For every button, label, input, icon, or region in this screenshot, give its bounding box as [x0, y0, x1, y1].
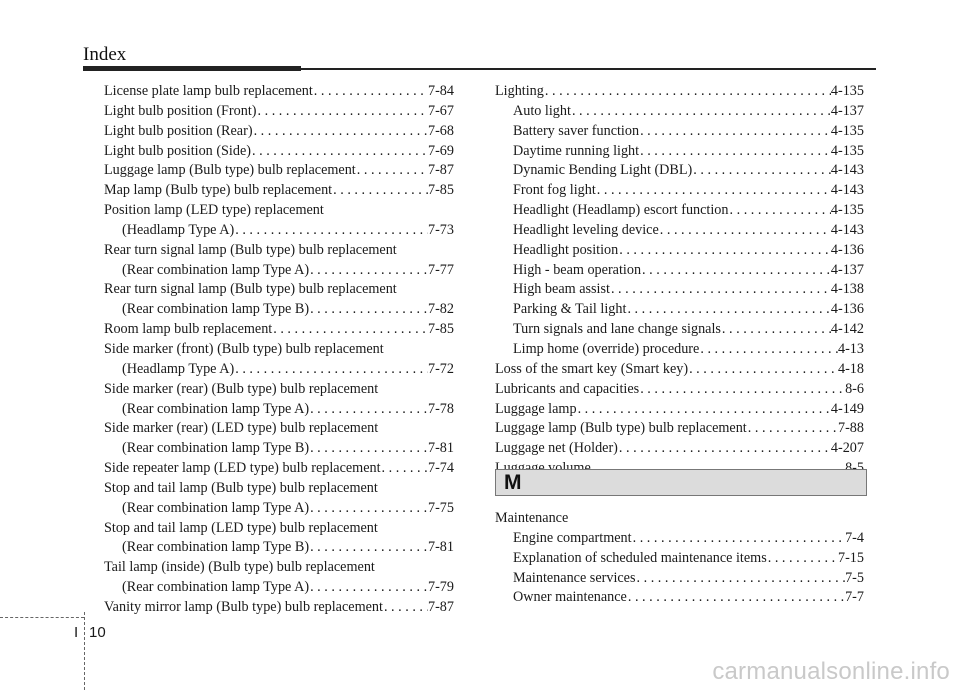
index-entry-text: Side marker (rear) (Bulb type) bulb replacement [104, 380, 379, 397]
index-entry-text: Front fog light [513, 182, 596, 199]
dot-leader [626, 300, 830, 320]
dot-leader [272, 320, 428, 340]
index-entry-page: 7-68 [427, 122, 454, 139]
index-entry-page: 7-77 [427, 261, 454, 278]
index-entry-page: 7-69 [427, 142, 454, 159]
index-entry-text: Turn signals and lane change signals [513, 321, 721, 338]
index-entry-text: Maintenance [495, 510, 569, 526]
index-entry-page: 7-5 [845, 569, 864, 586]
index-entry [495, 419, 864, 439]
index-entry-page: 7-84 [427, 83, 454, 99]
index-entry-page: 7-15 [837, 549, 864, 566]
index-entry-page: 7-7 [845, 589, 864, 606]
dot-leader [627, 588, 845, 608]
index-entry-text: (Rear combination lamp Type B) [122, 301, 310, 318]
index-entry [495, 588, 864, 608]
index-right-column [495, 82, 864, 479]
index-section-m [495, 509, 864, 608]
index-entry-text: High beam assist [513, 281, 610, 298]
index-entry [104, 499, 454, 519]
dot-leader [571, 102, 831, 122]
index-entry [104, 122, 454, 142]
index-entry-text: Room lamp bulb replacement [104, 321, 273, 338]
dot-leader [639, 142, 831, 162]
index-entry-text: Dynamic Bending Light (DBL) [513, 162, 693, 179]
index-entry [104, 161, 454, 181]
index-entry [104, 400, 454, 420]
dot-leader [636, 569, 846, 589]
index-entry-text: Light bulb position (Side) [104, 142, 251, 159]
dot-leader [383, 598, 428, 618]
index-entry-text: Loss of the smart key (Smart key) [495, 360, 689, 377]
index-entry [104, 261, 454, 281]
dot-leader [309, 538, 428, 558]
index-entry [104, 479, 454, 499]
index-entry-page: 7-81 [427, 539, 454, 556]
dot-leader [234, 360, 428, 380]
index-entry-text: Luggage net (Holder) [495, 440, 618, 457]
index-entry-text: Engine compartment [513, 529, 632, 546]
index-entry [495, 102, 864, 122]
index-entry-text: Battery saver function [513, 122, 640, 139]
dot-leader [309, 439, 428, 459]
dot-leader [381, 459, 428, 479]
index-entry [495, 400, 864, 420]
index-entry [104, 538, 454, 558]
index-entry-text: Luggage lamp (Bulb type) bulb replacement [104, 162, 356, 179]
index-entry [104, 221, 454, 241]
index-entry-text: Maintenance services [513, 569, 636, 586]
dot-leader [747, 419, 838, 439]
dot-leader [257, 102, 428, 122]
index-entry-text: (Headlamp Type A) [122, 221, 235, 238]
index-entry [495, 320, 864, 340]
index-entry [104, 360, 454, 380]
index-entry [495, 549, 864, 569]
index-entry [495, 142, 864, 162]
dot-leader [251, 142, 428, 162]
index-entry-text: Stop and tail lamp (LED type) bulb replacement [104, 519, 378, 536]
index-entry [104, 419, 454, 439]
index-entry-page: 7-78 [427, 400, 454, 417]
index-entry-text: Position lamp (LED type) replacement [104, 202, 324, 219]
dot-leader [234, 221, 428, 241]
dot-leader [639, 380, 845, 400]
index-entry-text: Rear turn signal lamp (Bulb type) bulb replacement [104, 241, 397, 258]
index-entry-page: 4-142 [830, 321, 864, 338]
index-entry-page: 4-135 [830, 202, 864, 219]
index-entry [104, 578, 454, 598]
index-entry [104, 181, 454, 201]
dot-leader [610, 280, 831, 300]
index-entry [104, 320, 454, 340]
index-entry-text: Parking & Tail light [513, 301, 627, 318]
index-entry-text: High - beam operation [513, 261, 642, 278]
index-entry-text: (Headlamp Type A) [122, 360, 235, 377]
dot-leader [639, 122, 831, 142]
index-entry [104, 459, 454, 479]
index-entry-page: 7-75 [427, 499, 454, 516]
index-entry [495, 360, 864, 380]
index-entry-text: Headlight position [513, 241, 619, 258]
index-entry [104, 558, 454, 578]
index-entry-page: 4-136 [830, 241, 864, 258]
index-entry-text: Limp home (override) procedure [513, 340, 700, 357]
index-entry-text: Side marker (front) (Bulb type) bulb replacement [104, 340, 384, 357]
index-entry [104, 201, 454, 221]
index-entry-text: Headlight leveling device [513, 221, 659, 238]
index-entry [495, 380, 864, 400]
index-entry [495, 261, 864, 281]
dot-leader [577, 400, 831, 420]
index-entry-text: Auto light [513, 102, 571, 119]
dot-leader [721, 320, 831, 340]
footer-divider [84, 612, 85, 690]
dot-leader [659, 221, 831, 241]
dot-leader [309, 400, 428, 420]
index-entry [104, 439, 454, 459]
index-entry-page: 4-135 [830, 83, 864, 99]
dot-leader [356, 161, 428, 181]
index-entry [495, 181, 864, 201]
section-header-m [495, 469, 867, 496]
index-entry-page: 7-82 [427, 301, 454, 318]
index-entry-text: Luggage lamp [495, 400, 577, 417]
index-entry [495, 201, 864, 221]
dot-leader [544, 82, 831, 102]
index-entry [495, 569, 864, 589]
index-entry-page: 4-135 [830, 142, 864, 159]
index-entry [495, 280, 864, 300]
index-entry-text: (Rear combination lamp Type B) [122, 440, 310, 457]
index-left-column [104, 82, 454, 618]
dot-leader [632, 529, 845, 549]
dot-leader [596, 181, 831, 201]
header-rule [83, 68, 876, 70]
dot-leader [729, 201, 831, 221]
dot-leader [618, 241, 831, 261]
index-entry-page: 4-135 [830, 122, 864, 139]
index-entry-page: 4-143 [830, 182, 864, 199]
index-entry-page: 7-4 [845, 529, 864, 546]
dot-leader [618, 439, 831, 459]
index-entry-page: 4-207 [830, 440, 864, 457]
page-title: Index [83, 44, 127, 65]
index-entry [495, 161, 864, 181]
index-entry-page: 4-143 [830, 221, 864, 238]
index-entry-text: (Rear combination lamp Type A) [122, 400, 310, 417]
index-entry-page: 7-74 [427, 460, 454, 477]
index-entry-page: 7-73 [427, 221, 454, 238]
index-entry-page: 4-137 [830, 261, 864, 278]
index-entry [495, 221, 864, 241]
index-entry [104, 82, 454, 102]
index-entry [495, 122, 864, 142]
index-entry [104, 280, 454, 300]
index-entry-text: Explanation of scheduled maintenance items [513, 549, 767, 566]
dot-leader [309, 261, 428, 281]
index-entry-text: Daytime running light [513, 142, 640, 159]
index-entry-text: Headlight (Headlamp) escort function [513, 202, 729, 219]
index-entry [104, 241, 454, 261]
index-entry-text: Light bulb position (Rear) [104, 122, 253, 139]
index-entry-text: Luggage lamp (Bulb type) bulb replacement [495, 420, 747, 437]
index-entry-text: Tail lamp (inside) (Bulb type) bulb replacement [104, 559, 375, 576]
dot-leader [309, 578, 428, 598]
index-entry-page: 4-13 [837, 340, 864, 357]
index-entry-text: Map lamp (Bulb type) bulb replacement [104, 182, 333, 199]
index-entry-text: (Rear combination lamp Type A) [122, 499, 310, 516]
section-letter: M [504, 471, 522, 494]
dot-leader [332, 181, 428, 201]
index-entry [104, 142, 454, 162]
index-entry-text: Rear turn signal lamp (Bulb type) bulb replacement [104, 281, 397, 298]
index-entry [495, 241, 864, 261]
footer-rule [0, 617, 84, 618]
footer-page-number: 10 [89, 624, 106, 641]
index-entry [495, 340, 864, 360]
index-entry-text: Light bulb position (Front) [104, 102, 257, 119]
watermark: carmanualsonline.info [712, 658, 950, 685]
index-entry-page: 7-87 [427, 598, 454, 615]
index-entry-page: 4-149 [830, 400, 864, 417]
index-entry [104, 598, 454, 618]
dot-leader [699, 340, 838, 360]
index-entry [495, 82, 864, 102]
dot-leader [767, 549, 838, 569]
index-entry [104, 340, 454, 360]
index-entry-text: (Rear combination lamp Type A) [122, 261, 310, 278]
index-entry-page: 7-79 [427, 579, 454, 596]
index-entry [495, 439, 864, 459]
footer-section-label: I [74, 624, 79, 641]
index-entry-page: 4-18 [837, 360, 864, 377]
index-entry-text: Vanity mirror lamp (Bulb type) bulb replacement [104, 598, 383, 615]
index-entry-page: 8-6 [845, 380, 864, 397]
index-entry-text: Owner maintenance [513, 589, 627, 606]
dot-leader [641, 261, 831, 281]
index-entry [495, 509, 864, 529]
index-entry-text: License plate lamp bulb replacement [104, 83, 313, 99]
index-entry-page: 7-88 [837, 420, 864, 437]
index-entry-page: 7-85 [427, 182, 454, 199]
index-entry-text: (Rear combination lamp Type B) [122, 539, 310, 556]
index-entry [104, 102, 454, 122]
index-entry-text: (Rear combination lamp Type A) [122, 579, 310, 596]
index-entry-page: 4-138 [830, 281, 864, 298]
index-entry [104, 300, 454, 320]
dot-leader [309, 300, 428, 320]
index-entry-page: 4-143 [830, 162, 864, 179]
index-entry-page: 7-85 [427, 321, 454, 338]
index-entry-text: Side marker (rear) (LED type) bulb replacement [104, 420, 379, 437]
index-entry-text: Lighting [495, 83, 544, 99]
index-entry-page: 7-72 [427, 360, 454, 377]
index-entry-page: 4-137 [830, 102, 864, 119]
index-entry [495, 300, 864, 320]
dot-leader [692, 161, 831, 181]
index-entry [495, 529, 864, 549]
index-entry-page: 7-67 [427, 102, 454, 119]
dot-leader [313, 82, 428, 102]
index-entry-page: 4-136 [830, 301, 864, 318]
dot-leader [253, 122, 428, 142]
index-entry [104, 380, 454, 400]
index-entry-text: Lubricants and capacities [495, 380, 640, 397]
index-entry-page: 7-87 [427, 162, 454, 179]
index-entry-text: Side repeater lamp (LED type) bulb replacement [104, 460, 381, 477]
dot-leader [688, 360, 838, 380]
index-entry [104, 519, 454, 539]
index-entry-page: 7-81 [427, 440, 454, 457]
index-entry-text: Stop and tail lamp (Bulb type) bulb replacement [104, 479, 378, 496]
dot-leader [309, 499, 428, 519]
